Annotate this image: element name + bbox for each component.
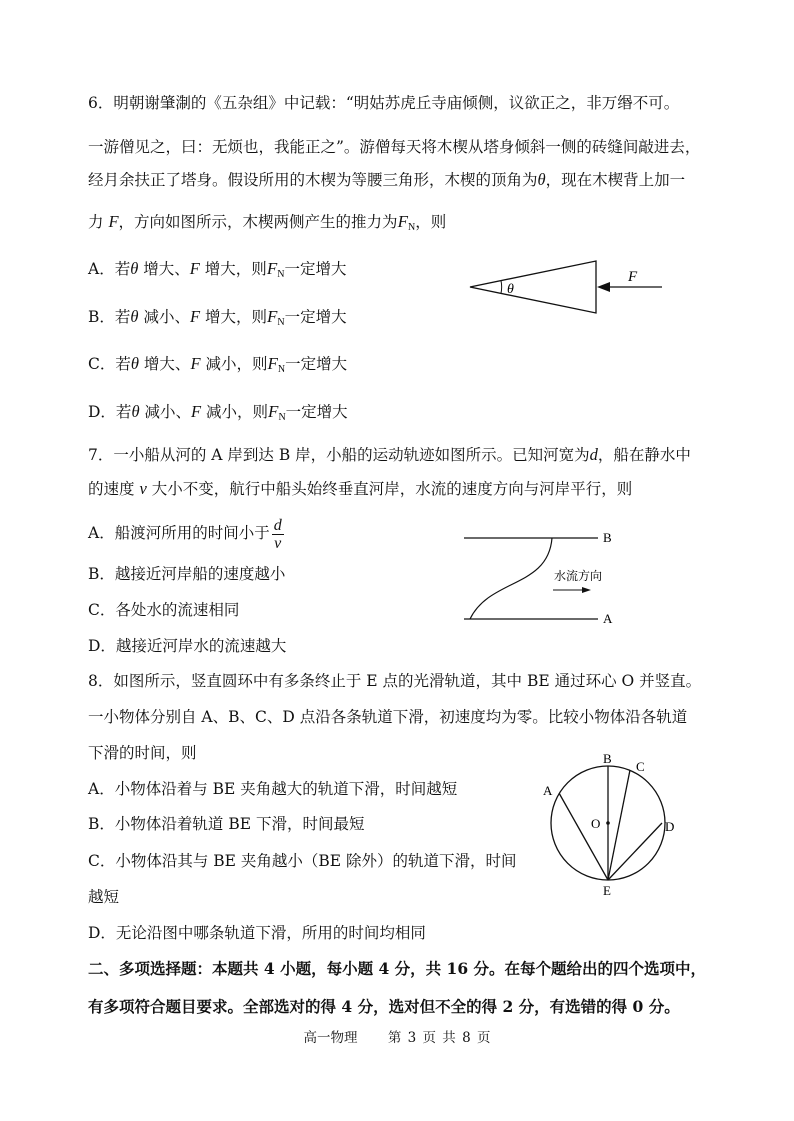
flow-direction-label: 水流方向	[554, 569, 603, 583]
footer-page-number: 第 3 页 共 8 页	[387, 1030, 491, 1046]
q8-line-2: 一小物体分别自 A、B、C、D 点沿各条轨道下滑，初速度均为零。比较小物体沿各轨道	[88, 708, 688, 726]
d-over-v-fraction: $\frac{d}{v}$	[273, 516, 282, 552]
track-ce	[608, 770, 630, 880]
q7-line-2: 的速度 v 大小不变，航行中船头始终垂直河岸，水流的速度方向与河岸平行，则	[88, 479, 633, 498]
track-ae	[559, 793, 608, 880]
q8-option-b: B．小物体沿着轨道 BE 下滑，时间最短	[88, 815, 365, 833]
section-2-line-2: 有多项符合题目要求。全部选对的得 4 分，选对但不全的得 2 分，有选错的得 0 分。	[88, 997, 680, 1016]
point-a-label: A	[543, 783, 553, 798]
footer-subject: 高一物理	[303, 1030, 358, 1046]
track-de	[608, 823, 662, 880]
boat-trajectory	[470, 538, 552, 619]
center-point	[606, 821, 610, 825]
flow-arrowhead	[582, 587, 591, 593]
river-figure	[460, 528, 625, 628]
q7-line-1: 7．一小船从河的 A 岸到达 B 岸，小船的运动轨迹如图所示。已知河宽为d，船在静水中	[88, 445, 691, 464]
q7-option-b: B．越接近河岸船的速度越小	[88, 565, 286, 583]
q8-option-a: A．小物体沿着与 BE 夹角越大的轨道下滑，时间越短	[88, 780, 458, 798]
wedge-theta-label: θ	[507, 282, 514, 297]
q6-option-b: B．若θ 减小、F 增大，则$F_N$一定增大	[88, 307, 347, 328]
point-c-label: C	[636, 759, 645, 774]
point-o-label: O	[591, 816, 601, 831]
point-d-label: D	[665, 819, 675, 834]
q6-option-c: C．若θ 增大、F 减小，则$F_N$一定增大	[88, 354, 348, 375]
q8-option-d: D．无论沿图中哪条轨道下滑，所用的时间均相同	[88, 924, 426, 942]
point-b-label: B	[603, 751, 612, 766]
circle-figure	[535, 748, 685, 903]
q8-option-c-line-2: 越短	[88, 888, 120, 906]
q6-line-4: 力 F，方向如图所示，木楔两侧产生的推力为$F_N$，则	[88, 212, 447, 233]
q6-line-3: 经月余扶正了塔身。假设所用的木楔为等腰三角形，木楔的顶角为θ，现在木楔背上加一	[88, 170, 686, 189]
q7-option-c: C．各处水的流速相同	[88, 601, 240, 619]
q7-option-a: A．船渡河所用的时间小于 $\frac{d}{v}$	[88, 516, 282, 552]
q8-option-c-line-1: C．小物体沿其与 BE 夹角越小（BE 除外）的轨道下滑，时间	[88, 852, 517, 870]
page-footer	[0, 1026, 794, 1046]
q6-option-a: A．若θ 增大、F 增大，则$F_N$一定增大	[88, 259, 347, 280]
q7-option-d: D．越接近河岸水的流速越大	[88, 637, 287, 655]
section-2-line-1: 二、多项选择题：本题共 4 小题，每小题 4 分，共 16 分。在每个题给出的四个选项中，	[88, 959, 707, 978]
wedge-triangle	[470, 261, 596, 313]
q6-line-1: 6．明朝谢肇淛的《五杂组》中记载：“明姑苏虎丘寺庙倾侧，议欲正之，非万缗不可。	[88, 94, 680, 112]
point-e-label: E	[603, 883, 611, 898]
bank-a-label: A	[603, 611, 613, 626]
theta-arc	[501, 281, 502, 294]
q6-line-2: 一游僧见之，曰：无烦也，我能正之”。游僧每天将木楔从塔身倾斜一侧的砖缝间敲进去，	[88, 138, 701, 156]
fn-symbol: $F_N$	[397, 212, 416, 233]
wedge-force-label: F	[628, 269, 638, 285]
q6-option-d: D．若θ 减小、F 减小，则$F_N$一定增大	[88, 402, 348, 423]
theta-symbol: θ	[537, 170, 546, 189]
force-arrowhead	[597, 282, 610, 292]
wedge-figure	[460, 255, 675, 325]
force-symbol: F	[108, 212, 119, 231]
q8-line-3: 下滑的时间，则	[88, 744, 197, 762]
bank-b-label: B	[603, 530, 612, 545]
q8-line-1: 8．如图所示，竖直圆环中有多条终止于 E 点的光滑轨道，其中 BE 通过环心 O 并竖直。	[88, 672, 702, 690]
